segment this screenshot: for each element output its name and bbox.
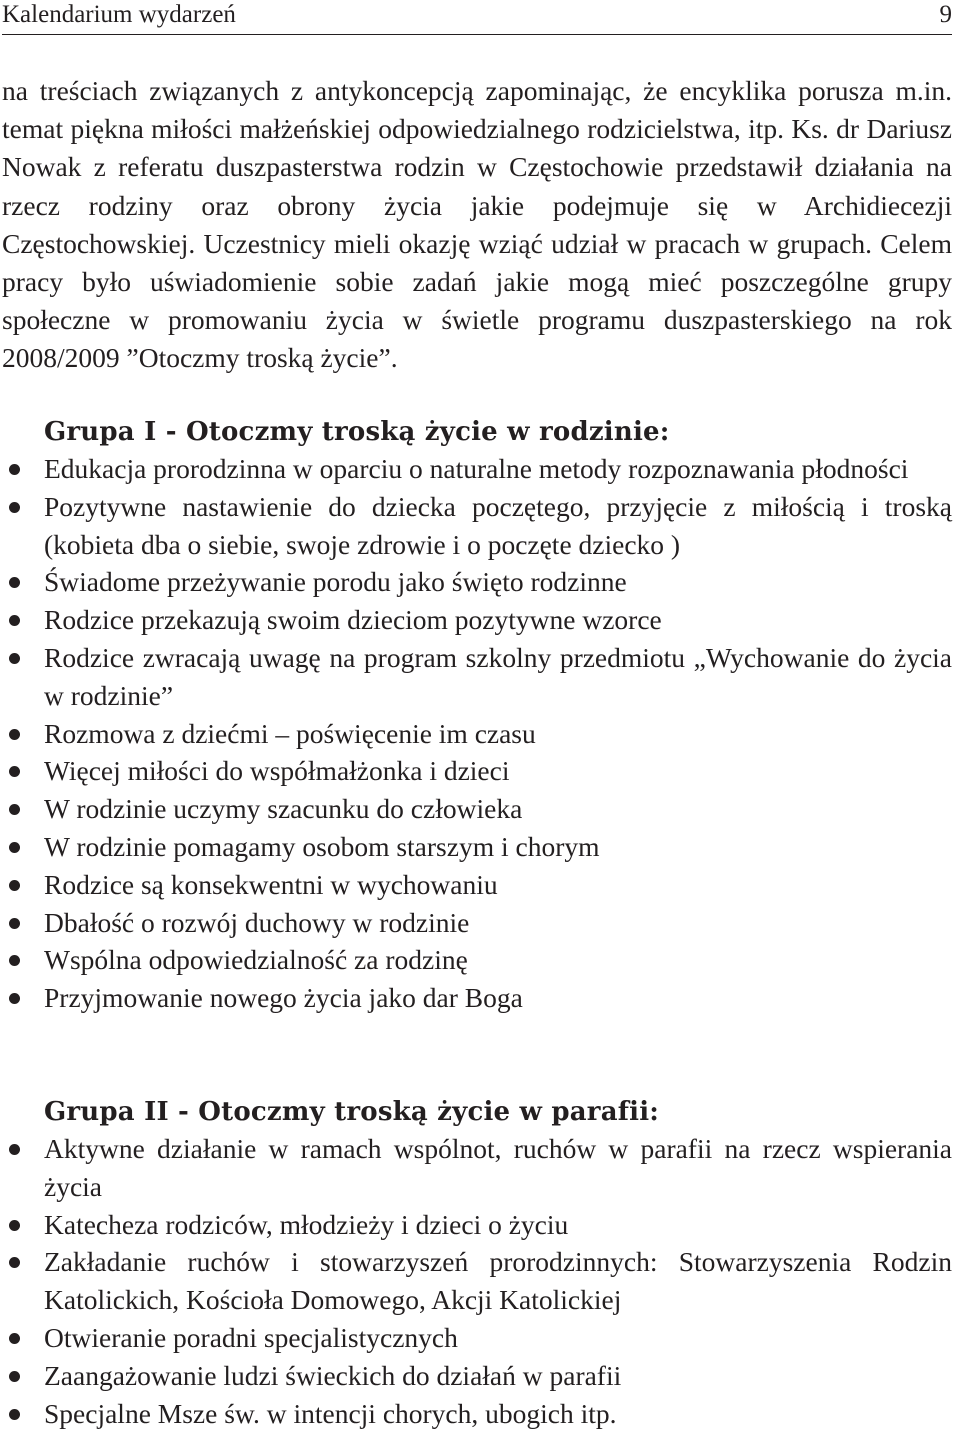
- bullet-icon: [9, 1257, 20, 1268]
- list-item: [0, 563, 960, 601]
- list-item-text: Pozytywne nastawienie do dziecka poczętego, przyjęcie z miłością i troską (kobieta dba o siebie, swoje zdrowie i o poczęte dziecko ): [44, 490, 952, 560]
- bullet-icon: [9, 615, 20, 626]
- section-heading: Grupa I - Otoczmy troską życie w rodzinie:: [44, 417, 670, 447]
- list-item-text: Otwieranie poradni specjalistycznych: [44, 1321, 458, 1353]
- list-item-text: Zakładanie ruchów i stowarzyszeń prorodzinnych: Stowarzyszenia Rodzin Katolickich, Kościoła Domowego, Akcji Katolickiej: [44, 1246, 952, 1316]
- header-title: Kalendarium wydarzeń: [2, 1, 236, 28]
- bullet-icon: [9, 729, 20, 740]
- list-item-text: Zaangażowanie ludzi świeckich do działań w parafii: [44, 1359, 622, 1391]
- list-item: [0, 1357, 960, 1395]
- list-item-text: Katecheza rodziców, młodzieży i dzieci o życiu: [44, 1208, 569, 1240]
- bullet-icon: [9, 1144, 20, 1155]
- list-item-text: Rozmowa z dziećmi – poświęcenie im czasu: [44, 717, 536, 749]
- list-item-text: Rodzice przekazują swoim dzieciom pozytywne wzorce: [44, 604, 662, 636]
- bullet-icon: [9, 842, 20, 853]
- list-item-text: Specjalne Msze św. w intencji chorych, ubogich itp.: [44, 1397, 617, 1429]
- list-item: [0, 1319, 960, 1357]
- bullet-icon: [9, 1333, 20, 1344]
- list-item-text: Aktywne działanie w ramach wspólnot, ruchów w parafii na rzecz wspierania życia: [44, 1133, 952, 1202]
- list-item-text: W rodzinie uczymy szacunku do człowieka: [44, 793, 523, 825]
- bullet-icon: [9, 804, 20, 815]
- list-item-text: Przyjmowanie nowego życia jako dar Boga: [44, 982, 523, 1014]
- list-item-text: W rodzinie pomagamy osobom starszym i chorym: [44, 830, 600, 862]
- bullet-icon: [9, 766, 20, 777]
- bullet-icon: [9, 1220, 20, 1231]
- section-group-2: [0, 1094, 960, 1432]
- list-item: [0, 1206, 960, 1244]
- list-item-text: Więcej miłości do współmałżonka i dzieci: [44, 755, 510, 787]
- list-item: [0, 752, 960, 790]
- list-item-text: Dbałość o rozwój duchowy w rodzinie: [44, 906, 470, 938]
- list-item: [0, 1243, 960, 1319]
- bullet-icon: [9, 653, 20, 664]
- bullet-icon: [9, 464, 20, 475]
- list-item-text: Edukacja prorodzinna w oparciu o naturalne metody rozpoznawania płodności: [44, 453, 909, 484]
- bullet-icon: [9, 918, 20, 929]
- list-item: [0, 639, 960, 715]
- section-group-1: [0, 414, 960, 1017]
- bullet-list: [0, 450, 960, 1017]
- list-item-text: Rodzice zwracają uwagę na program szkolny przedmiotu „Wychowanie do życia w rodzinie”: [44, 641, 952, 711]
- list-item: [0, 941, 960, 979]
- bullet-icon: [9, 993, 20, 1004]
- bullet-icon: [9, 955, 20, 966]
- bullet-icon: [9, 577, 20, 588]
- list-item: [0, 488, 960, 564]
- list-item: [0, 450, 960, 488]
- intro-paragraph: na treściach związanych z antykoncepcją zapominając, że encyklika porusza m.in. temat piękna miłości małżeńskiej odpowiedzialnego rodzicielstwa, itp. Ks. dr Dariusz Nowak z referatu duszpasterstwa rodzin w Częstochowie przedstawił działania na rzecz rodziny oraz obrony życia jakie podejmuje się w Archidiecezji Częstochowskiej. Uczestnicy mieli okazję wziąć udział w pracach w grupach. Celem pracy było uświadomienie sobie zadań jakie mogą mieć poszczególne grupy społeczne w promowaniu życia w świetle programu duszpasterskiego na rok 2008/2009 ”Otoczmy troską życie”.: [2, 75, 952, 374]
- list-item: [0, 866, 960, 904]
- bullet-icon: [9, 880, 20, 891]
- page-number: 9: [939, 1, 952, 28]
- list-item-text: Świadome przeżywanie porodu jako święto rodzinne: [44, 566, 627, 598]
- list-item: [0, 1395, 960, 1433]
- list-item: [0, 828, 960, 866]
- list-item-text: Rodzice są konsekwentni w wychowaniu: [44, 868, 498, 900]
- bullet-icon: [9, 502, 20, 513]
- list-item: [0, 904, 960, 942]
- section-heading: Grupa II - Otoczmy troską życie w parafii:: [44, 1097, 660, 1127]
- bullet-list: [0, 1130, 960, 1432]
- list-item: [0, 601, 960, 639]
- list-item-text: Wspólna odpowiedzialność za rodzinę: [44, 944, 468, 976]
- list-item: [0, 790, 960, 828]
- running-header: [2, 0, 952, 35]
- bullet-icon: [9, 1371, 20, 1382]
- list-item: [0, 1130, 960, 1206]
- list-item: [0, 979, 960, 1017]
- list-item: [0, 715, 960, 753]
- bullet-icon: [9, 1409, 20, 1420]
